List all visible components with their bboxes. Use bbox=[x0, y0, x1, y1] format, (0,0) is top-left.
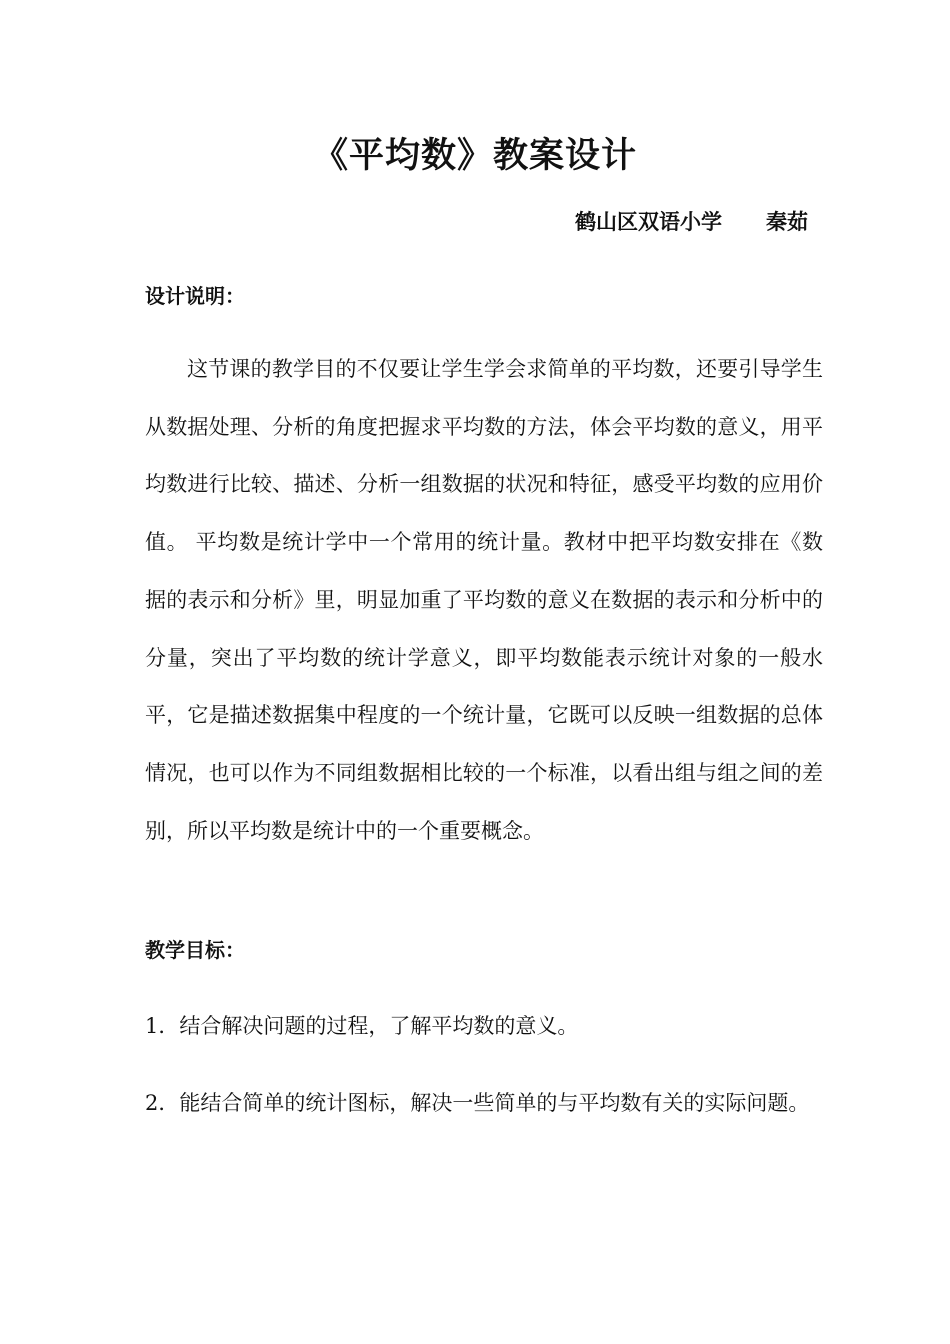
document-title: 《平均数》教案设计 bbox=[312, 136, 637, 176]
design-note-heading: 设计说明： bbox=[145, 284, 245, 308]
author-name: 秦茹 bbox=[766, 210, 808, 234]
objective-item-2: 2．能结合简单的统计图标，解决一些简单的与平均数有关的实际问题。 bbox=[145, 1091, 810, 1115]
objectives-heading: 教学目标： bbox=[145, 938, 245, 962]
author-school: 鹤山区双语小学 bbox=[575, 210, 722, 234]
design-note-paragraph: 这节课的教学目的不仅要让学生学会求简单的平均数，还要引导学生从数据处理、分析的角度把握求平均数的方法，体会平均数的意义，用平均数进行比较、描述、分析一组数据的状况和特征，感受平均数的应用价值。 平均数是统计学中一个常用的统计量。教材中把平均数安排在《数据的表示和分析》里，明显加重了平均数的意义在数据的表示和分析中的分量，突出了平均数的统计学意义，即平均数能表示统计对象的一般水平，它是描述数据集中程度的一个统计量，它既可以反映一组数据的总体情况，也可以作为不同组数据相比较的一个标准，以看出组与组之间的差别，所以平均数是统计中的一个重要概念。 bbox=[145, 357, 823, 843]
author-line bbox=[575, 206, 808, 236]
objective-item-1: 1．结合解决问题的过程，了解平均数的意义。 bbox=[145, 1014, 579, 1038]
